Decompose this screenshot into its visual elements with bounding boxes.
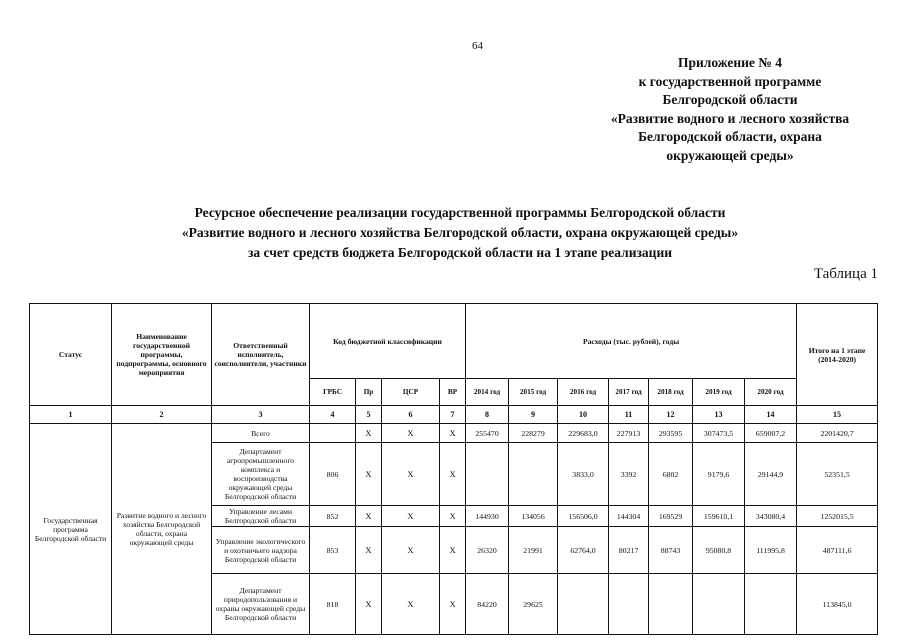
header-expenses: Расходы (тыс. рублей), годы bbox=[466, 304, 797, 379]
header-year: 2019 год bbox=[693, 379, 745, 406]
grbs-cell: 852 bbox=[310, 506, 356, 527]
value-2018 bbox=[649, 574, 693, 635]
vr-cell: Х bbox=[440, 443, 466, 506]
grbs-cell bbox=[310, 424, 356, 443]
page-number: 64 bbox=[472, 40, 483, 52]
header-name: Наименование государственной программы, подпрограммы, основного мероприятия bbox=[112, 304, 212, 406]
column-number: 6 bbox=[382, 406, 440, 424]
pr-cell: Х bbox=[356, 574, 382, 635]
column-number: 8 bbox=[466, 406, 509, 424]
value-2016: 62764,0 bbox=[558, 527, 609, 574]
value-total: 1252015,5 bbox=[797, 506, 878, 527]
pr-cell: Х bbox=[356, 443, 382, 506]
csr-cell: Х bbox=[382, 527, 440, 574]
table-row bbox=[30, 424, 878, 443]
value-2015 bbox=[509, 443, 558, 506]
program-name-cell: Развитие водного и лесного хозяйства Белгородской области, охрана окружающей среды bbox=[112, 424, 212, 635]
value-2019: 159610,1 bbox=[693, 506, 745, 527]
column-number: 3 bbox=[212, 406, 310, 424]
column-number: 12 bbox=[649, 406, 693, 424]
appendix-line: Белгородской области bbox=[662, 92, 798, 107]
csr-cell: Х bbox=[382, 424, 440, 443]
table-caption: Таблица 1 bbox=[813, 266, 878, 282]
title-line: «Развитие водного и лесного хозяйства Белгородской области, охрана окружающей среды» bbox=[181, 225, 739, 240]
value-total: 487111,6 bbox=[797, 527, 878, 574]
value-2016: 3833,0 bbox=[558, 443, 609, 506]
appendix-line: к государственной программе bbox=[638, 73, 822, 89]
executor-cell: Управление экологического и охотничьего надзора Белгородской области bbox=[212, 527, 310, 574]
appendix-line: Белгородской области, охрана bbox=[638, 129, 822, 144]
value-2014: 144930 bbox=[466, 506, 509, 527]
appendix-line: окружающей среды» bbox=[666, 147, 794, 163]
appendix-line: Приложение № 4 bbox=[678, 55, 782, 70]
value-2020: 111995,8 bbox=[745, 527, 797, 574]
appendix-line: «Развитие водного и лесного хозяйства bbox=[610, 110, 850, 126]
header-status: Статус bbox=[30, 304, 112, 406]
value-2020: 659007,2 bbox=[745, 424, 797, 443]
grbs-cell: 818 bbox=[310, 574, 356, 635]
value-2017: 227913 bbox=[609, 424, 649, 443]
value-2015: 134056 bbox=[509, 506, 558, 527]
column-number: 14 bbox=[745, 406, 797, 424]
column-number: 1 bbox=[30, 406, 112, 424]
budget-table bbox=[29, 303, 878, 635]
csr-cell: Х bbox=[382, 574, 440, 635]
csr-cell: Х bbox=[382, 443, 440, 506]
value-2016 bbox=[558, 574, 609, 635]
value-2020 bbox=[745, 574, 797, 635]
grbs-cell: 806 bbox=[310, 443, 356, 506]
appendix-heading bbox=[560, 54, 900, 165]
header-total: Итого на 1 этапе (2014-2020) bbox=[797, 304, 878, 406]
value-total: 113845,0 bbox=[797, 574, 878, 635]
pr-cell: Х bbox=[356, 424, 382, 443]
value-2015: 29625 bbox=[509, 574, 558, 635]
header-year: 2015 год bbox=[509, 379, 558, 406]
value-2018: 6802 bbox=[649, 443, 693, 506]
header-year: 2014 год bbox=[466, 379, 509, 406]
value-2017 bbox=[609, 574, 649, 635]
title-line: Ресурсное обеспечение реализации государственной программы Белгородской области bbox=[194, 205, 726, 220]
value-2019: 95080,8 bbox=[693, 527, 745, 574]
value-2020: 29144,9 bbox=[745, 443, 797, 506]
value-2017: 3392 bbox=[609, 443, 649, 506]
value-2018: 169529 bbox=[649, 506, 693, 527]
grbs-cell: 853 bbox=[310, 527, 356, 574]
value-2015: 228279 bbox=[509, 424, 558, 443]
value-2014: 255470 bbox=[466, 424, 509, 443]
csr-cell: Х bbox=[382, 506, 440, 527]
value-2019: 307473,5 bbox=[693, 424, 745, 443]
header-year: 2020 год bbox=[745, 379, 797, 406]
column-number: 9 bbox=[509, 406, 558, 424]
column-number: 15 bbox=[797, 406, 878, 424]
vr-cell: Х bbox=[440, 506, 466, 527]
vr-cell: Х bbox=[440, 527, 466, 574]
header-pr: Пр bbox=[356, 379, 382, 406]
value-2014: 26320 bbox=[466, 527, 509, 574]
vr-cell: Х bbox=[440, 574, 466, 635]
header-vr: ВР bbox=[440, 379, 466, 406]
header-year: 2017 год bbox=[609, 379, 649, 406]
column-number: 2 bbox=[112, 406, 212, 424]
column-number: 4 bbox=[310, 406, 356, 424]
vr-cell: Х bbox=[440, 424, 466, 443]
value-total: 52351,5 bbox=[797, 443, 878, 506]
column-number: 5 bbox=[356, 406, 382, 424]
value-2016: 229683,0 bbox=[558, 424, 609, 443]
header-budget-code: Код бюджетной классификации bbox=[310, 304, 466, 379]
value-2018: 293595 bbox=[649, 424, 693, 443]
value-2019: 9179,6 bbox=[693, 443, 745, 506]
value-2019 bbox=[693, 574, 745, 635]
column-number: 10 bbox=[558, 406, 609, 424]
header-grbs: ГРБС bbox=[310, 379, 356, 406]
header-csr: ЦСР bbox=[382, 379, 440, 406]
value-2018: 88743 bbox=[649, 527, 693, 574]
document-title bbox=[105, 203, 815, 263]
pr-cell: Х bbox=[356, 527, 382, 574]
header-year: 2016 год bbox=[558, 379, 609, 406]
title-line: за счет средств бюджета Белгородской области на 1 этапе реализации bbox=[247, 245, 673, 260]
value-2017: 80217 bbox=[609, 527, 649, 574]
executor-cell: Управление лесами Белгородской области bbox=[212, 506, 310, 527]
executor-cell: Департамент природопользования и охраны окружающей среды Белгородской области bbox=[212, 574, 310, 635]
value-2014 bbox=[466, 443, 509, 506]
header-year: 2018 год bbox=[649, 379, 693, 406]
value-2015: 21991 bbox=[509, 527, 558, 574]
value-total: 2201420,7 bbox=[797, 424, 878, 443]
value-2016: 156506,0 bbox=[558, 506, 609, 527]
value-2020: 343080,4 bbox=[745, 506, 797, 527]
column-number: 11 bbox=[609, 406, 649, 424]
value-2017: 144304 bbox=[609, 506, 649, 527]
executor-cell: Департамент агропромышленного комплекса и воспроизводства окружающей среды Белгородской области bbox=[212, 443, 310, 506]
column-number: 13 bbox=[693, 406, 745, 424]
status-cell: Государственная программа Белгородской области bbox=[30, 424, 112, 635]
value-2014: 84220 bbox=[466, 574, 509, 635]
executor-cell: Всего bbox=[212, 424, 310, 443]
pr-cell: Х bbox=[356, 506, 382, 527]
header-executor: Ответственный исполнитель, соисполнители, участники bbox=[212, 304, 310, 406]
column-number: 7 bbox=[440, 406, 466, 424]
